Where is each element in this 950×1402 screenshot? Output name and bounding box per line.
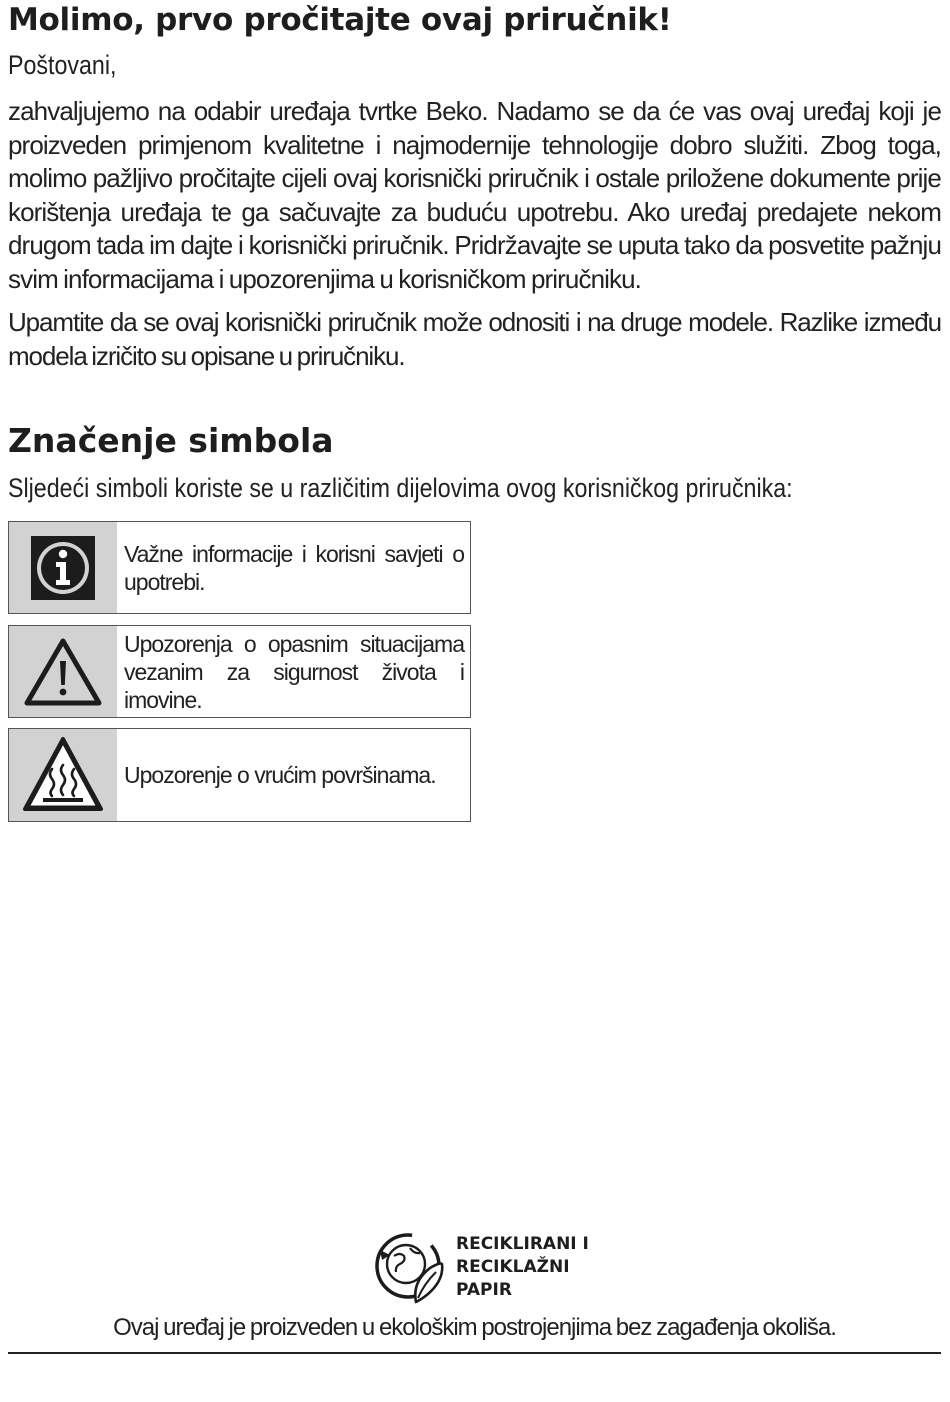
symbol-row-warning — [8, 625, 471, 718]
recycled-paper-label-line: PAPIR — [456, 1279, 512, 1300]
warning-triangle-icon — [23, 637, 103, 707]
recycled-paper-badge — [372, 1228, 606, 1306]
symbol-icon-cell — [9, 626, 117, 717]
greeting-text: Poštovani, — [8, 50, 117, 80]
symbol-description: Važne informacije i korisni savjeti o upotrebi. — [124, 540, 464, 595]
eco-statement: Ovaj uređaj je proizveden u ekološkim postrojenjima bez zagađenja okoliša. — [113, 1314, 836, 1341]
recycled-paper-globe-leaf-icon — [372, 1228, 446, 1306]
models-paragraph: Upamtite da se ovaj korisnički priručnik može odnositi i na druge modele. Razlike između modela izričito su opisane u priručniku. — [8, 307, 941, 371]
info-icon — [30, 535, 96, 601]
symbol-icon-cell — [9, 729, 117, 821]
symbol-row-hot-surface — [8, 728, 471, 822]
page-title: Molimo, prvo pročitajte ovaj priručnik! — [8, 2, 672, 38]
symbol-description: Upozorenja o opasnim situacijama vezanim za sigurnost života i imovine. — [124, 630, 464, 713]
recycled-paper-label-line: RECIKLIRANI I — [456, 1233, 589, 1254]
hot-surface-icon — [21, 735, 105, 815]
recycled-paper-label — [456, 1233, 606, 1302]
symbol-icon-cell — [9, 522, 117, 613]
symbols-intro-text: Sljedeći simboli koriste se u različitim dijelovima ovog korisničkog priručnika: — [8, 473, 793, 503]
symbol-description: Upozorenje o vrućim površinama. — [124, 762, 436, 788]
footer-divider — [8, 1352, 941, 1354]
intro-paragraph: zahvaljujemo na odabir uređaja tvrtke Beko. Nadamo se da će vas ovaj uređaj koji je proizveden primjenom kvalitetne i najmodernije tehnologije dobro služiti. Zbog toga, molimo pažljivo pročitajte cijeli ovaj korisnički priručnik i ostale priložene dokumente prije korištenja uređaja te ga sačuvajte za buduću upotrebu. Ako uređaj predajete nekom drugom tada im dajte i korisnički priručnik. Pridržavajte se uputa tako da posvetite pažnju svim informacijama i upozorenjima u korisničkom priručniku. — [8, 96, 941, 294]
symbol-row-info — [8, 521, 471, 614]
symbols-heading: Značenje simbola — [8, 421, 334, 460]
recycled-paper-label-line: RECIKLAŽNI — [456, 1256, 570, 1277]
